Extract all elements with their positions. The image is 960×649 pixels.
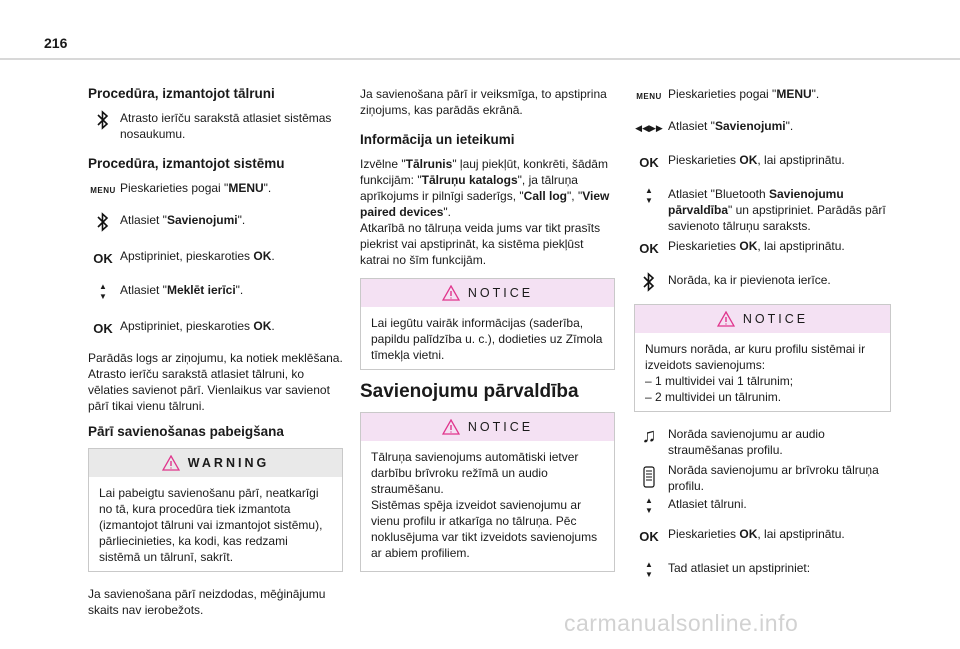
up-down-arrows-icon: ▲ ▼ [99,282,107,301]
step-confirm-ok: OK Pieskarieties OK, lai apstiprinātu. [634,152,896,170]
success-paragraph: Ja savienošana pārī ir veiksmīga, to apstiprina ziņojums, kas parādās ekrānā. [360,87,607,117]
notice-text: Tālruņa savienojums automātiski ietver darbību brīvroku režīmā un audio straumēšanu. [371,450,579,496]
step-confirm-ok-3: OK Pieskarieties OK, lai apstiprinātu. [634,526,896,544]
notice-text: Sistēmas spēja izveidot savienojumu ar vienu profilu ir atkarīga no tālruņa. Pēc noklusējuma var tikt izveidots savienojums ar abiem profiliem. [371,498,598,560]
up-down-arrows-icon: ▲ ▼ [645,560,653,579]
ok-icon: OK [639,241,659,256]
step-press-menu: MENU Pieskarieties pogai "MENU". [88,180,343,198]
heading-connection-management: Savienojumu pārvaldība [360,381,579,402]
notice-header: NOTICE [361,413,614,441]
retry-paragraph: Ja savienošana pārī neizdodas, mēģinājumu skaits nav ierobežots. [88,587,326,617]
warning-icon [162,455,180,471]
heading-pairing-completion: Pārī savienošanas pabeigšana [88,424,284,439]
ok-icon: OK [639,155,659,170]
column-3 [634,86,896,592]
column-1 [88,78,343,628]
bluetooth-icon [88,110,118,130]
menu-icon: MENU [90,186,116,195]
step-confirm-ok-2: OK Apstipriniet, pieskaroties OK. [88,318,343,336]
header-divider [0,58,960,60]
heading-phone-procedure: Procedūra, izmantojot tālruni [88,86,275,101]
step-press-menu: MENU Pieskarieties pogai "MENU". [634,86,896,104]
up-down-arrows-icon: ▲ ▼ [645,186,653,205]
step-search-device: ▲ ▼ Atlasiet "Meklēt ierīci". [88,282,343,300]
notice-text: – 1 multividei vai 1 tālrunim; [645,374,794,388]
step-select-connections: ◀◀▶▶ Atlasiet "Savienojumi". [634,118,896,136]
step-confirm-ok-2: OK Pieskarieties OK, lai apstiprinātu. [634,238,896,256]
notice-text: – 2 multividei un tālrunim. [645,390,782,404]
menu-icon: MENU [636,92,662,101]
warning-header: WARNING [89,449,342,477]
notice-text: Numurs norāda, ar kuru profilu sistēmai ir izveidots savienojums: [645,342,866,372]
step-audio-profile: ♫ Norāda savienojumu ar audio straumēšanas profilu. [634,426,896,458]
step-manage-connections: ▲ ▼ Atlasiet "Bluetooth Savienojumu pārvaldība" un apstipriniet. Parādās pārī savienoto tālruņu saraksts. [634,186,896,234]
watermark: carmanualsonline.info [564,610,799,636]
page-number: 216 [44,35,68,51]
heading-info-tips: Informācija un ieteikumi [360,132,515,147]
step-select-connections: Atlasiet "Savienojumi". [88,212,343,230]
left-right-arrows-icon: ◀◀▶▶ [635,123,663,133]
column-2 [360,86,615,586]
heading-system-procedure: Procedūra, izmantojot sistēmu [88,156,285,171]
notice-icon [717,311,735,327]
ok-icon: OK [93,321,113,336]
notice-icon [442,285,460,301]
notice-box-1 [360,278,615,370]
search-paragraph: Parādās logs ar ziņojumu, ka notiek meklēšana. Atrasto ierīču sarakstā atlasiet tālruni, ko vēlaties savienot pārī. Vienlaikus var savienot pārī tikai vienu tālruni. [88,351,343,413]
step-select-confirm: ▲ ▼ Tad atlasiet un apstipriniet: [634,560,896,578]
phone-icon [634,466,664,488]
bluetooth-icon [88,212,118,232]
notice-header: NOTICE [635,305,890,333]
music-note-icon: ♫ [641,425,657,447]
bluetooth-icon [634,272,664,292]
step-select-system-name: Atrasto ierīču sarakstā atlasiet sistēmas nosaukumu. [88,110,343,142]
notice-icon [442,419,460,435]
phone-type-paragraph: Atkarībā no tālruņa veida jums var tikt prasīts piekrist vai apstiprināt, ka sistēma piekļūst katrai no šīm funkcijām. [360,221,601,267]
phone-menu-paragraph: Izvēlne "Tālrunis" ļauj piekļūt, konkrēti, šādām funkcijām: "Tālruņu katalogs", ja tālruņa aprīkojums ir pilnīgi saderīgs, "Call log", "View paired devices". [360,157,610,219]
warning-box [88,448,343,572]
step-device-connected: Norāda, ka ir pievienota ierīce. [634,272,896,290]
step-confirm-ok: OK Apstipriniet, pieskaroties OK. [88,248,343,266]
warning-text: Lai pabeigtu savienošanu pārī, neatkarīgi no tā, kura procedūra tiek izmantota (izmantojot tālruni vai izmantojot sistēmu), pārliecinieties, ka kodi, kas redzami sistēmā un tālrunī, sakrīt. [99,486,323,564]
notice-header: NOTICE [361,279,614,307]
ok-icon: OK [639,529,659,544]
notice-text: Lai iegūtu vairāk informācijas (saderība, papildu palīdzība u. c.), dodieties uz Zīmola tīmekļa vietni. [371,316,603,362]
step-select-phone: ▲ ▼ Atlasiet tālruni. [634,496,896,514]
notice-box-2 [360,412,615,572]
ok-icon: OK [93,251,113,266]
up-down-arrows-icon: ▲ ▼ [645,496,653,515]
step-handsfree-profile: Norāda savienojumu ar brīvroku tālruņa profilu. [634,462,896,494]
notice-box-3 [634,304,891,412]
